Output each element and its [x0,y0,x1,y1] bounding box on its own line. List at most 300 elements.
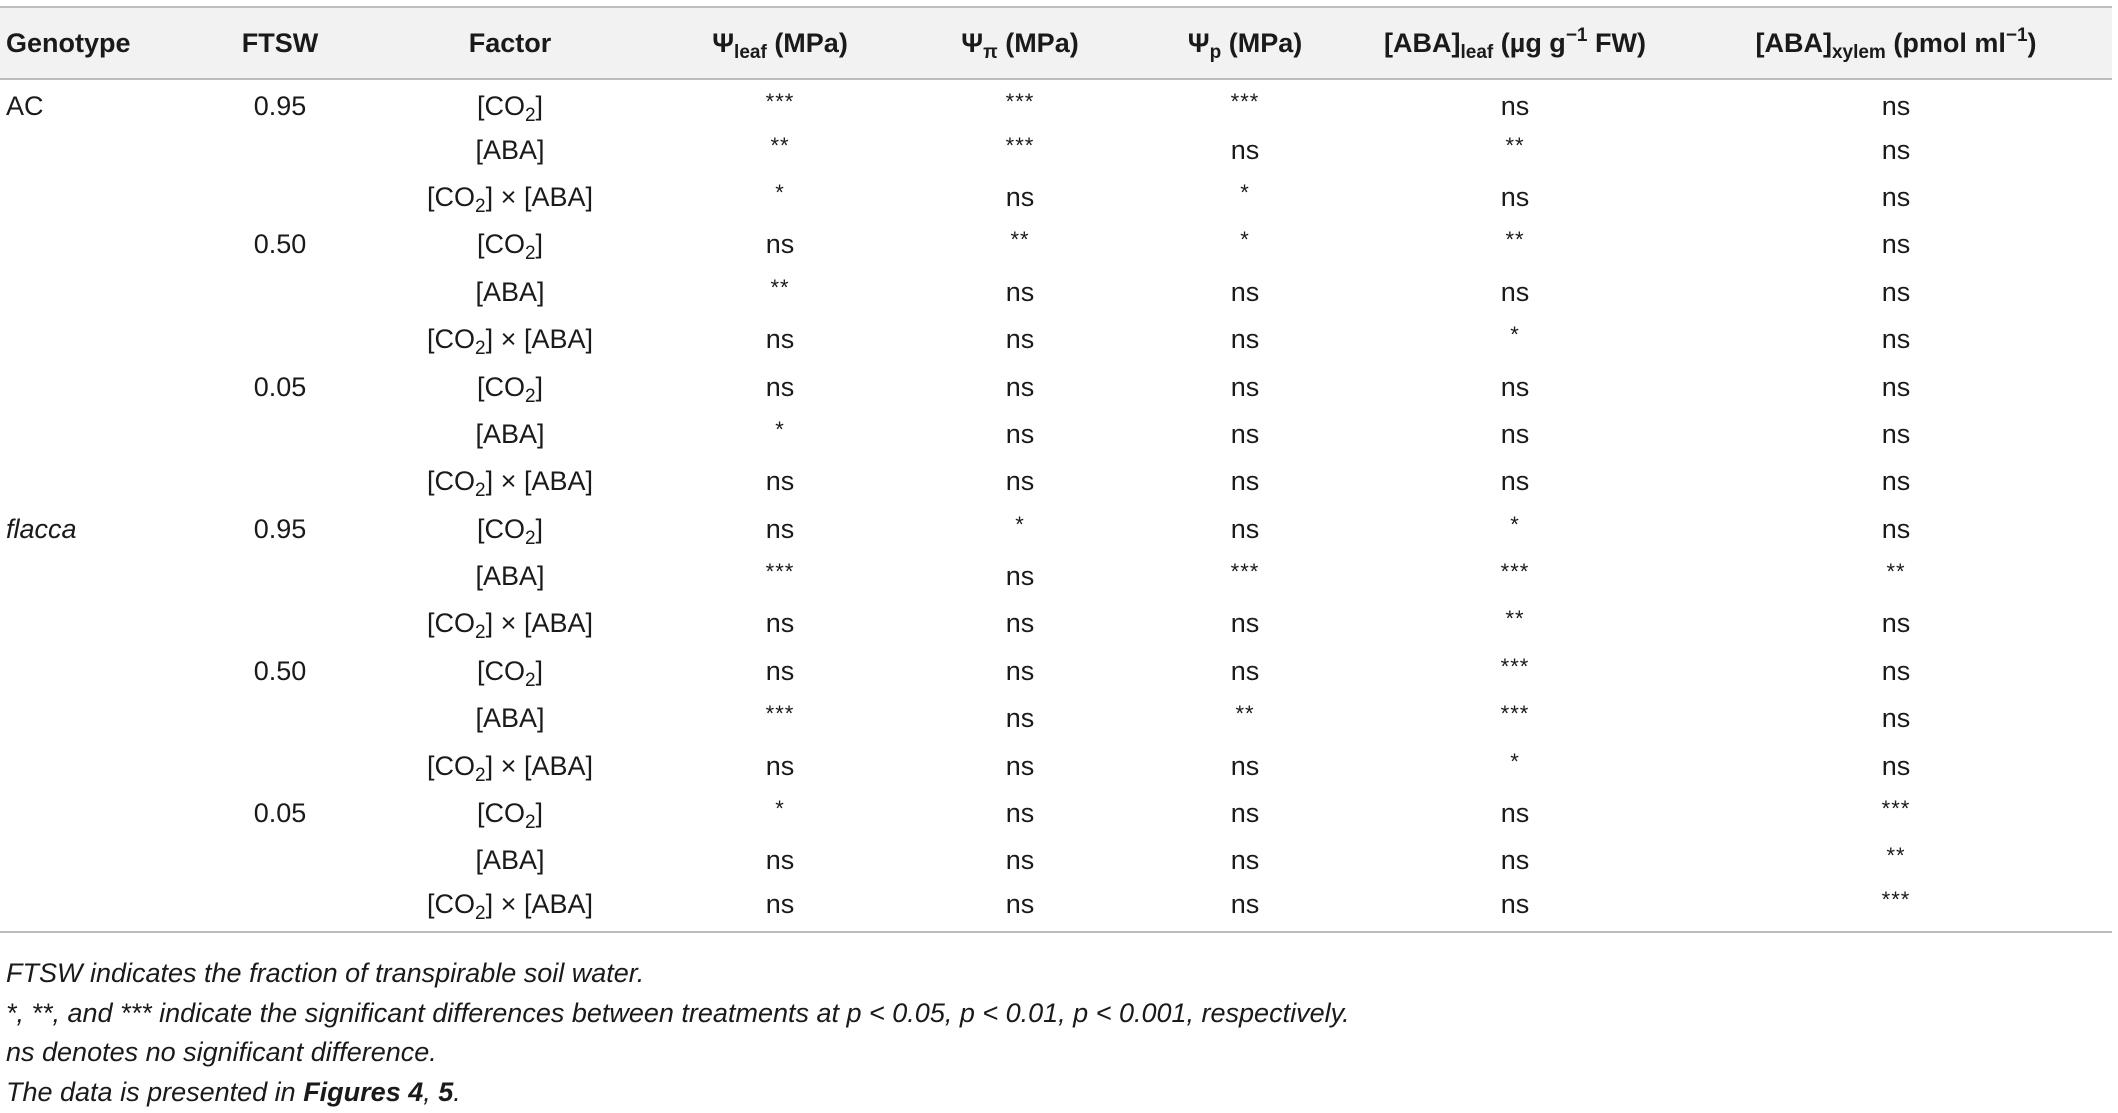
significance-value: *** [1230,559,1260,585]
significance-value: ns [1230,324,1260,355]
psi-leaf-cell [660,837,900,884]
aba-leaf-cell [1350,648,1680,695]
footnote-figures-text: The data is presented in [6,1076,304,1107]
significance-value: ns [1005,418,1035,449]
co2-subscript: 2 [475,195,486,217]
aba-leaf-cell [1350,79,1680,126]
significance-value: ** [1505,227,1525,253]
significance-value: * [775,179,785,205]
table-row [0,316,2112,363]
psi-pi-unit: (MPa) [1005,27,1079,58]
footnote-significance: *, **, and *** indicate the significant differences between treatments at p < 0.05, p < 0.01, p < 0.001, respectively. [6,997,1350,1028]
psi-p-cell [1140,695,1350,742]
significance-value: ns [1881,703,1911,734]
co2-subscript: 2 [475,622,486,644]
figure-5-link[interactable]: 5 [438,1076,454,1107]
psi-pi-cell [900,79,1140,126]
significance-value: ** [1235,701,1255,727]
significance-value: * [1510,322,1520,348]
significance-value: ns [765,750,795,781]
psi-leaf-cell [660,790,900,837]
aba-leaf-subscript: leaf [1460,41,1494,63]
factor-cell [360,600,660,647]
factor-cell [360,269,660,316]
significance-value: *** [765,559,795,585]
psi-leaf-cell [660,411,900,458]
significance-value: ** [1886,559,1906,585]
genotype-cell [0,126,200,173]
significance-value: ** [1886,843,1906,869]
co2-label-open: [CO [427,608,476,639]
significance-value: ns [765,324,795,355]
psi-p-unit: (MPa) [1228,27,1303,58]
ftsw-cell [200,126,360,173]
factor-cell [360,837,660,884]
co2-subscript: 2 [524,669,536,691]
aba-label: [ABA] [475,134,545,165]
significance-value: ns [1881,181,1911,212]
psi-leaf-cell [660,458,900,505]
significance-value: ns [1500,276,1530,307]
significance-value: *** [1005,88,1035,114]
psi-pi-cell [900,506,1140,553]
psi-p-cell [1140,885,1350,932]
genotype-cell [0,316,200,363]
aba-leaf-cell [1350,174,1680,221]
genotype-cell [0,458,200,505]
co2-label-open: [CO [476,229,525,260]
co2-label-open: [CO [476,371,525,402]
aba-xylem-subscript: xylem [1831,41,1886,63]
significance-value: ns [1881,418,1911,449]
psi-pi-cell [900,458,1140,505]
significance-value: ns [765,889,795,920]
aba-leaf-cell [1350,316,1680,363]
aba-label: [ABA] [523,466,593,497]
co2-label-open: [CO [427,181,476,212]
aba-xylem-main: [ABA] [1755,27,1832,58]
psi-p-cell [1140,221,1350,268]
psi-pi-cell [900,221,1140,268]
significance-value: ** [770,132,790,158]
co2-subscript: 2 [524,812,536,834]
psi-p-cell [1140,79,1350,126]
factor-cell [360,316,660,363]
significance-value: ns [1500,371,1530,402]
aba-leaf-cell [1350,742,1680,789]
significance-value: ** [1505,132,1525,158]
co2-label-close: ] [485,466,494,497]
co2-subscript: 2 [475,764,486,786]
table-row [0,885,2112,932]
table-row [0,458,2112,505]
aba-label: [ABA] [475,845,545,876]
co2-subscript: 2 [475,480,486,502]
significance-value: ns [1005,371,1035,402]
significance-value: ns [1230,608,1260,639]
psi-pi-cell [900,600,1140,647]
aba-xylem-cell [1680,885,2112,932]
ftsw-cell [200,742,360,789]
aba-leaf-cell [1350,363,1680,410]
significance-value: ns [1230,371,1260,402]
aba-xylem-cell [1680,269,2112,316]
significance-value: *** [1881,887,1911,913]
aba-leaf-cell [1350,458,1680,505]
co2-label-close: ] [535,513,544,544]
significance-value: *** [1005,132,1035,158]
significance-value: ns [1005,798,1035,829]
genotype-cell [0,695,200,742]
significance-value: ns [1005,750,1035,781]
header-psi-pi [900,7,1140,79]
aba-label: [ABA] [475,276,545,307]
ftsw-cell: 0.95 [253,513,307,544]
times-symbol: × [500,889,517,920]
psi-pi-cell [900,885,1140,932]
psi-leaf-cell [660,316,900,363]
significance-value: *** [1500,701,1530,727]
table-row [0,269,2112,316]
significance-value: ns [1881,90,1911,121]
aba-leaf-cell [1350,885,1680,932]
significance-value: ns [1500,466,1530,497]
significance-value: ns [1500,889,1530,920]
genotype-cell [0,648,200,695]
co2-subscript: 2 [524,527,536,549]
aba-leaf-cell [1350,269,1680,316]
co2-label-close: ] [535,371,544,402]
psi-p-cell [1140,553,1350,600]
figure-4-link[interactable]: Figures 4 [303,1076,424,1107]
co2-label-close: ] [485,181,494,212]
aba-xylem-cell [1680,742,2112,789]
aba-xylem-cell [1680,553,2112,600]
significance-value: ns [1230,513,1260,544]
aba-label: [ABA] [523,889,593,920]
genotype-cell [0,600,200,647]
factor-cell [360,458,660,505]
co2-subscript: 2 [524,243,536,265]
significance-value: ** [770,274,790,300]
footnote-figures [6,1073,1350,1113]
table-row [0,790,2112,837]
significance-value: ns [1230,276,1260,307]
psi-pi-cell [900,837,1140,884]
ftsw-cell: 0.50 [253,655,307,686]
genotype-cell [0,269,200,316]
psi-p-cell [1140,458,1350,505]
psi-pi-cell [900,126,1140,173]
factor-cell [360,648,660,695]
significance-value: ns [1005,276,1035,307]
significance-value: ns [1230,845,1260,876]
aba-xylem-cell [1680,506,2112,553]
aba-xylem-cell [1680,458,2112,505]
psi-pi-cell [900,695,1140,742]
psi-pi-cell [900,553,1140,600]
significance-value: ns [765,229,795,260]
significance-value: ns [1881,750,1911,781]
significance-value: ** [1505,606,1525,632]
co2-label-close: ] [485,608,494,639]
aba-leaf-unit-exponent: −1 [1565,24,1588,46]
co2-label-open: [CO [427,466,476,497]
ftsw-cell [200,600,360,647]
psi-leaf-cell [660,506,900,553]
significance-value: ns [1005,608,1035,639]
significance-value: ** [1010,227,1030,253]
aba-leaf-unit-pre: (µg g [1500,27,1566,58]
significance-value: ns [1230,655,1260,686]
factor-cell [360,411,660,458]
co2-label-close: ] [535,229,544,260]
psi-leaf-cell [660,695,900,742]
significance-value: * [1510,748,1520,774]
times-symbol: × [500,324,517,355]
co2-label-close: ] [485,889,494,920]
significance-value: ns [765,655,795,686]
aba-label: [ABA] [523,324,593,355]
co2-label-open: [CO [427,889,476,920]
psi-symbol: Ψ [1187,27,1210,58]
table-row [0,221,2112,268]
significance-value: ns [1881,513,1911,544]
aba-leaf-cell [1350,600,1680,647]
psi-p-cell [1140,174,1350,221]
genotype-cell [0,221,200,268]
aba-xylem-cell [1680,600,2112,647]
aba-xylem-cell [1680,174,2112,221]
table-footnotes [6,954,1350,1112]
significance-value: ns [1005,889,1035,920]
genotype-cell [0,885,200,932]
table-row [0,506,2112,553]
psi-p-cell [1140,316,1350,363]
genotype-cell [0,837,200,884]
psi-p-cell [1140,126,1350,173]
significance-value: ns [1881,371,1911,402]
co2-label-open: [CO [476,90,525,121]
genotype-cell: AC [6,90,44,121]
significance-value: *** [1500,559,1530,585]
aba-label: [ABA] [523,608,593,639]
psi-p-cell [1140,790,1350,837]
table-row [0,553,2112,600]
psi-p-cell [1140,600,1350,647]
psi-leaf-cell [660,742,900,789]
psi-p-cell [1140,269,1350,316]
significance-value: * [1240,179,1250,205]
psi-p-cell [1140,742,1350,789]
co2-label-open: [CO [476,655,525,686]
psi-leaf-cell [660,363,900,410]
times-symbol: × [500,608,517,639]
genotype-cell [0,742,200,789]
co2-label-close: ] [485,324,494,355]
aba-xylem-unit-pre: (pmol ml [1893,27,2006,58]
ftsw-cell [200,269,360,316]
psi-p-cell [1140,837,1350,884]
ftsw-cell [200,695,360,742]
significance-value: ns [1881,134,1911,165]
times-symbol: × [500,181,517,212]
significance-value: ns [1500,798,1530,829]
table-row [0,600,2112,647]
significance-value: *** [1500,653,1530,679]
aba-leaf-cell [1350,411,1680,458]
genotype-cell [0,411,200,458]
aba-xylem-cell [1680,221,2112,268]
factor-cell [360,790,660,837]
significance-value: *** [765,88,795,114]
aba-xylem-cell [1680,648,2112,695]
significance-value: ns [1005,324,1035,355]
significance-value: ns [1500,90,1530,121]
table-row [0,126,2112,173]
significance-value: ns [765,513,795,544]
significance-value: ns [765,608,795,639]
table-row [0,411,2112,458]
significance-value: *** [1230,88,1260,114]
aba-leaf-cell [1350,221,1680,268]
ftsw-cell [200,837,360,884]
factor-cell [360,885,660,932]
footnote-ftsw: FTSW indicates the fraction of transpirable soil water. [6,958,645,988]
psi-leaf-cell [660,600,900,647]
aba-leaf-cell [1350,695,1680,742]
significance-value: * [775,796,785,822]
factor-cell [360,742,660,789]
footnote-ns: ns denotes no significant difference. [6,1037,437,1067]
factor-cell [360,695,660,742]
ftsw-cell: 0.05 [253,798,307,829]
psi-pi-cell [900,174,1140,221]
significance-value: ns [765,466,795,497]
psi-symbol: Ψ [961,27,984,58]
significance-value: ns [1005,466,1035,497]
co2-subscript: 2 [475,903,486,925]
co2-subscript: 2 [524,385,536,407]
significance-value: ns [1881,608,1911,639]
header-factor: Factor [360,7,660,79]
aba-leaf-cell [1350,506,1680,553]
significance-value: ns [1500,418,1530,449]
significance-value: ns [1230,750,1260,781]
header-psi-p [1140,7,1350,79]
co2-label-open: [CO [427,324,476,355]
significance-value: ns [1230,134,1260,165]
psi-p-subscript: p [1209,41,1222,63]
factor-cell [360,553,660,600]
co2-label-close: ] [485,750,494,781]
footnote-figures-end: . [453,1076,461,1107]
ftsw-cell [200,316,360,363]
factor-cell [360,363,660,410]
significance-value: ns [1005,181,1035,212]
header-ftsw: FTSW [200,7,360,79]
significance-value: ns [1881,276,1911,307]
psi-pi-cell [900,411,1140,458]
co2-label-open: [CO [476,798,525,829]
aba-xylem-cell [1680,790,2112,837]
co2-label-open: [CO [427,750,476,781]
ftsw-cell [200,174,360,221]
genotype-cell: flacca [6,513,77,544]
psi-pi-cell [900,316,1140,363]
significance-value: ns [1881,229,1911,260]
significance-value: ns [1005,703,1035,734]
factor-cell [360,506,660,553]
table-body [0,79,2112,932]
co2-label-close: ] [535,798,544,829]
significance-value: *** [1881,796,1911,822]
significance-value: ns [1005,845,1035,876]
significance-value: ns [1881,655,1911,686]
factor-cell [360,126,660,173]
significance-value: ns [1881,466,1911,497]
psi-p-cell [1140,411,1350,458]
table-header [0,7,2112,79]
psi-pi-subscript: π [983,41,998,63]
aba-xylem-cell [1680,126,2112,173]
header-psi-leaf [660,7,900,79]
ftsw-cell [200,885,360,932]
co2-label-close: ] [535,90,544,121]
psi-p-cell [1140,363,1350,410]
table-row [0,837,2112,884]
psi-leaf-cell [660,174,900,221]
header-genotype: Genotype [0,7,200,79]
significance-value: * [1240,227,1250,253]
significance-value: * [775,416,785,442]
psi-leaf-subscript: leaf [734,41,767,63]
significance-value: ns [1230,889,1260,920]
ftsw-cell [200,411,360,458]
ftsw-cell: 0.05 [253,371,307,402]
table-row [0,174,2112,221]
significance-value: *** [765,701,795,727]
aba-xylem-cell [1680,363,2112,410]
aba-label: [ABA] [475,418,545,449]
ftsw-cell: 0.50 [253,229,307,260]
header-aba-leaf [1350,7,1680,79]
psi-pi-cell [900,742,1140,789]
aba-xylem-cell [1680,695,2112,742]
significance-value: ns [765,845,795,876]
header-aba-xylem [1680,7,2112,79]
significance-value: ns [765,371,795,402]
ftsw-cell: 0.95 [253,90,307,121]
psi-leaf-cell [660,126,900,173]
genotype-cell [0,790,200,837]
genotype-cell [0,174,200,221]
psi-symbol: Ψ [712,27,735,58]
table-row [0,742,2112,789]
aba-label: [ABA] [475,561,545,592]
significance-value: * [1015,511,1025,537]
table-row [0,648,2112,695]
aba-xylem-unit-exponent: −1 [2005,24,2028,46]
psi-pi-cell [900,648,1140,695]
table-row [0,695,2112,742]
genotype-cell [0,363,200,410]
aba-xylem-unit-post: ) [2027,27,2037,58]
table-row [0,79,2112,126]
aba-label: [ABA] [523,181,593,212]
significance-value: ns [1881,324,1911,355]
aba-leaf-cell [1350,126,1680,173]
